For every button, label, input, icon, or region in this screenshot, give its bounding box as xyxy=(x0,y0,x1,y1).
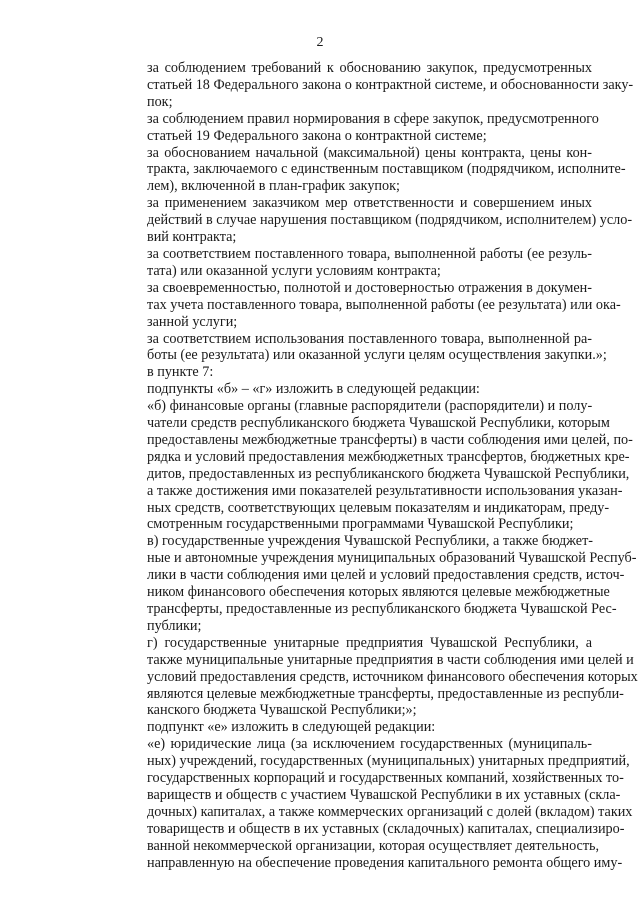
text-line: публики; xyxy=(147,617,202,634)
text-line: смотренным государственными программами Чувашской Республики; xyxy=(147,516,574,533)
text-line: за соблюдением правил нормирования в сфере закупок, предусмотренного xyxy=(147,110,599,127)
text-line: дитов, предоставленных из республиканского бюджета Чувашской Республики, xyxy=(147,465,630,482)
text-line: г) государственные унитарные предприятия Чувашской Республики, а xyxy=(147,634,592,651)
text-line: лики в части соблюдения ими целей и условий предоставления средств, источ- xyxy=(147,567,625,584)
text-line: условий предоставления средств, источником финансового обеспечения которых xyxy=(147,668,638,685)
text-line: «б) финансовые органы (главные распорядители (распорядители) и полу- xyxy=(147,398,593,415)
paragraph xyxy=(117,279,621,331)
text-line: за соответствием поставленного товара, выполненной работы (ее резуль- xyxy=(147,245,592,262)
paragraph xyxy=(117,110,599,145)
text-line: «е) юридические лица (за исключением государственных (муниципаль- xyxy=(147,736,592,753)
text-line: ванной некоммерческой организации, которая осуществляет деятельность, xyxy=(147,837,600,854)
text-line: ных) учреждений, государственных (муниципальных) унитарных предприятий, xyxy=(147,753,630,770)
paragraph xyxy=(117,736,633,871)
text-line: боты (ее результата) или оказанной услуги целям осуществления закупки.»; xyxy=(147,347,607,364)
text-line: статьей 19 Федерального закона о контрактной системе; xyxy=(147,127,487,144)
paragraph xyxy=(117,246,592,280)
text-line: тах учета поставленного товара, выполненной работы (ее результата) или ока- xyxy=(147,296,621,313)
text-line: занной услуги; xyxy=(147,313,238,330)
text-line: направленную на обеспечение проведения капитального ремонта общего иму- xyxy=(147,854,623,871)
paragraph xyxy=(117,195,633,246)
text-line: статьей 18 Федерального закона о контрактной системе, и обоснованности заку- xyxy=(147,76,634,93)
text-line: также муниципальные унитарные предприятия в части соблюдения ими целей и xyxy=(147,651,634,668)
text-line: предоставлены межбюджетные трансферты) в части соблюдения ими целей, по- xyxy=(147,431,633,448)
text-line: лем), включенной в план-график закупок; xyxy=(147,178,400,195)
text-line: ником финансового обеспечения которых являются целевые межбюджетные xyxy=(147,584,610,601)
text-line: подпункт «е» изложить в следующей редакции: xyxy=(147,719,436,736)
paragraph xyxy=(117,719,592,736)
text-line: ных средств, соответствующих целевым показателям и индикаторам, преду- xyxy=(147,499,610,516)
paragraph xyxy=(117,364,592,381)
text-line: пок; xyxy=(147,93,173,110)
paragraph xyxy=(117,330,607,365)
text-line: в пункте 7: xyxy=(147,364,214,381)
paragraph xyxy=(117,533,637,634)
text-line: за применением заказчиком мер ответственности и совершением иных xyxy=(147,195,592,212)
text-line: в) государственные учреждения Чувашской Республики, а также бюджет- xyxy=(147,533,594,550)
text-line: тракта, заключаемого с единственным поставщиком (подрядчиком, исполните- xyxy=(147,161,626,178)
text-line: за своевременностью, полнотой и достоверностью отражения в докумен- xyxy=(147,279,592,296)
paragraph xyxy=(117,634,638,720)
text-line: чатели средств республиканского бюджета Чувашской Республики, которым xyxy=(147,415,610,432)
text-line: государственных корпораций и государственных компаний, хозяйственных то- xyxy=(147,770,624,787)
paragraph xyxy=(117,60,634,111)
text-line: вариществ и обществ с участием Чувашской Республики в их уставных (скла- xyxy=(147,786,621,803)
text-line: а также достижения ими показателей результативности использования указан- xyxy=(147,482,623,499)
paragraph xyxy=(117,381,592,398)
document-body xyxy=(117,60,638,872)
text-line: тата) или оказанной услуги условиям контракта; xyxy=(147,262,441,279)
paragraph xyxy=(117,144,626,196)
text-line: подпункты «б» – «г» изложить в следующей редакции: xyxy=(147,381,480,398)
text-line: за соответствием использования поставленного товара, выполненной ра- xyxy=(147,330,592,347)
text-line: ные и автономные учреждения муниципальных образований Чувашской Респуб- xyxy=(147,550,637,567)
text-line: дочных) капиталах, а также коммерческих организаций с долей (вкладом) таких xyxy=(147,803,633,820)
text-line: являются целевые межбюджетные трансферты, предоставленные из республи- xyxy=(147,685,624,702)
text-line: за обоснованием начальной (максимальной) цены контракта, цены кон- xyxy=(147,144,592,161)
text-line: действий в случае нарушения поставщиком (подрядчиком, исполнителем) усло- xyxy=(147,212,633,229)
text-line: за соблюдением требований к обоснованию закупок, предусмотренных xyxy=(147,60,592,76)
text-line: рядка и условий предоставления межбюджетных трансфертов, бюджетных кре- xyxy=(147,448,630,465)
paragraph xyxy=(117,398,633,533)
text-line: трансферты, предоставленные из республиканского бюджета Чувашской Рес- xyxy=(147,601,617,617)
text-line: канского бюджета Чувашской Республики;»; xyxy=(147,702,417,719)
text-line: вий контракта; xyxy=(147,229,237,246)
text-line: товариществ и обществ в их уставных (складочных) капиталах, специализиро- xyxy=(147,820,625,837)
page-number: 2 xyxy=(316,35,324,50)
